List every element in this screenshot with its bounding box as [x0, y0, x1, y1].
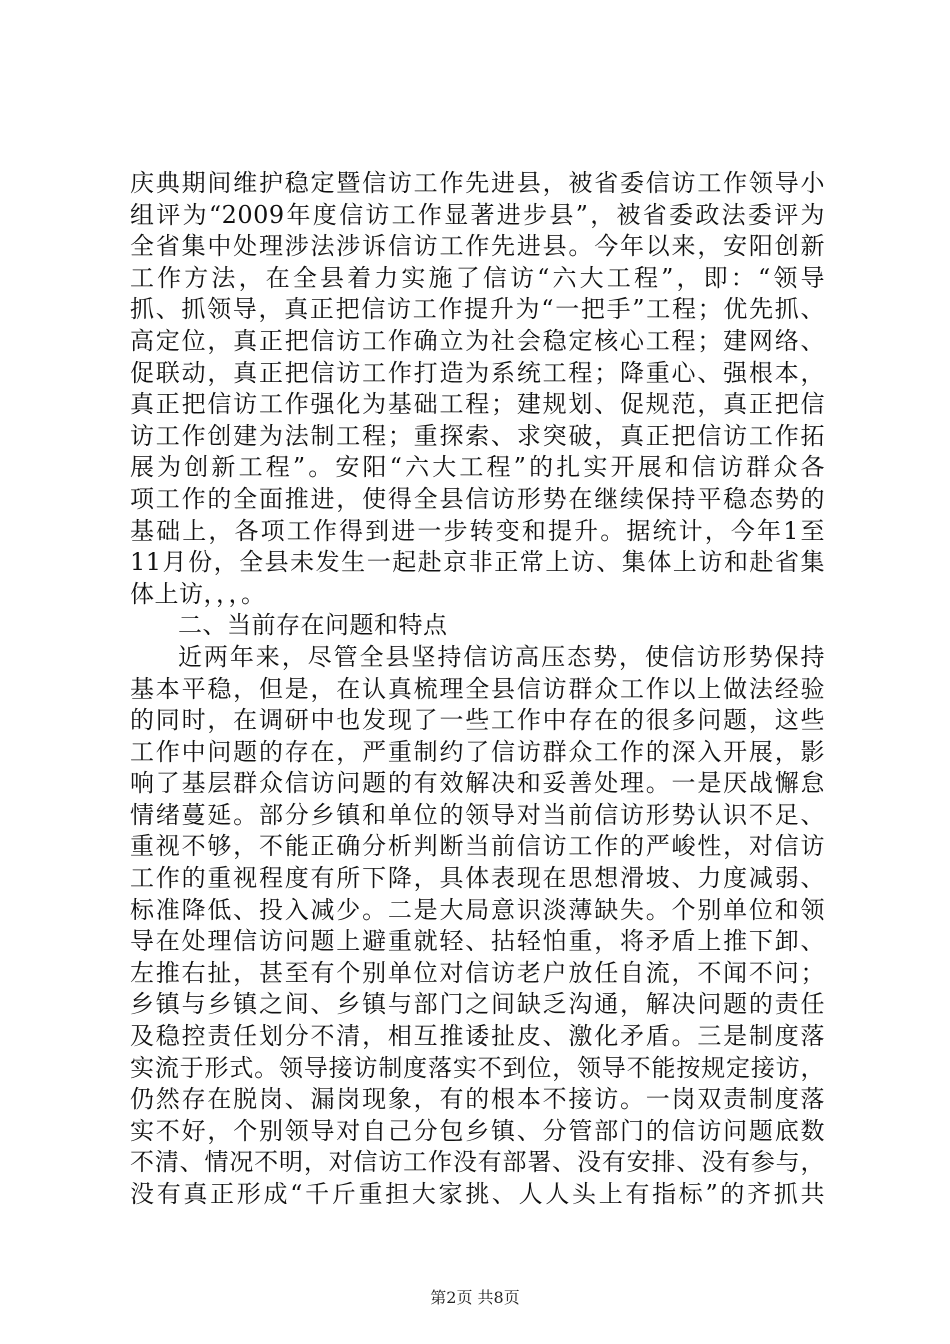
text-line: 重视不够，不能正确分析判断当前信访工作的严峻性，对信访 — [130, 832, 825, 861]
text-line: 工作方法，在全县着力实施了信访“六大工程”，即：“领导 — [130, 263, 825, 292]
text-line: 项工作的全面推进，使得全县信访形势在继续保持平稳态势的 — [130, 484, 825, 513]
text-line: 实流于形式。领导接访制度落实不到位，领导不能按规定接访， — [130, 1053, 825, 1082]
text-line: 促联动，真正把信访工作打造为系统工程；降重心、强根本， — [130, 358, 825, 387]
text-line: 抓、抓领导，真正把信访工作提升为“一把手”工程；优先抓、 — [130, 295, 825, 324]
text-line: 乡镇与乡镇之间、乡镇与部门之间缺乏沟通，解决问题的责任 — [130, 990, 825, 1019]
text-line: 仍然存在脱岗、漏岗现象，有的根本不接访。一岗双责制度落 — [130, 1085, 825, 1114]
text-line: 庆典期间维护稳定暨信访工作先进县，被省委信访工作领导小 — [130, 169, 825, 197]
text-line: 11月份，全县未发生一起赴京非正常上访、集体上访和赴省集 — [130, 548, 825, 577]
text-line: 基本平稳，但是，在认真梳理全县信访群众工作以上做法经验 — [130, 674, 825, 703]
text-line: 体上访，，，。 — [130, 579, 266, 608]
text-line: 的同时，在调研中也发现了一些工作中存在的很多问题，这些 — [130, 706, 825, 735]
page-footer: 第2页 共8页 — [430, 1288, 520, 1307]
section-heading: 二、当前存在问题和特点 — [178, 611, 448, 640]
text-line: 展为创新工程”。安阳“六大工程”的扎实开展和信访群众各 — [130, 453, 825, 482]
text-line: 左推右扯，甚至有个别单位对信访老户放任自流，不闻不问； — [130, 958, 825, 987]
text-line: 组评为“2009年度信访工作显著进步县”，被省委政法委评为 — [130, 200, 825, 229]
text-line: 没有真正形成“千斤重担大家挑、人人头上有指标”的齐抓共 — [130, 1180, 825, 1208]
text-line: 实不好，个别领导对自己分包乡镇、分管部门的信访问题底数 — [130, 1116, 825, 1145]
text-line: 基础上，各项工作得到进一步转变和提升。据统计，今年1至 — [130, 516, 825, 545]
text-line: 工作中问题的存在，严重制约了信访群众工作的深入开展，影 — [130, 737, 825, 766]
text-line: 访工作创建为法制工程；重探索、求突破，真正把信访工作拓 — [130, 421, 825, 450]
text-line: 近两年来，尽管全县坚持信访高压态势，使信访形势保持 — [178, 642, 825, 671]
text-line: 标准降低、投入减少。二是大局意识淡薄缺失。个别单位和领 — [130, 895, 825, 924]
text-line: 真正把信访工作强化为基础工程；建规划、促规范，真正把信 — [130, 390, 825, 419]
text-line: 及稳控责任划分不清，相互推诿扯皮、激化矛盾。三是制度落 — [130, 1022, 825, 1051]
text-line: 高定位，真正把信访工作确立为社会稳定核心工程；建网络、 — [130, 326, 825, 355]
text-line: 情绪蔓延。部分乡镇和单位的领导对当前信访形势认识不足、 — [130, 800, 825, 829]
text-line: 导在处理信访问题上避重就轻、拈轻怕重，将矛盾上推下卸、 — [130, 927, 825, 956]
document-body — [130, 168, 825, 1211]
text-line: 响了基层群众信访问题的有效解决和妥善处理。一是厌战懈怠 — [130, 769, 825, 798]
text-line: 不清、情况不明，对信访工作没有部署、没有安排、没有参与， — [130, 1148, 825, 1177]
text-line: 全省集中处理涉法涉诉信访工作先进县。今年以来，安阳创新 — [130, 232, 825, 261]
text-line: 工作的重视程度有所下降，具体表现在思想滑坡、力度减弱、 — [130, 864, 825, 893]
